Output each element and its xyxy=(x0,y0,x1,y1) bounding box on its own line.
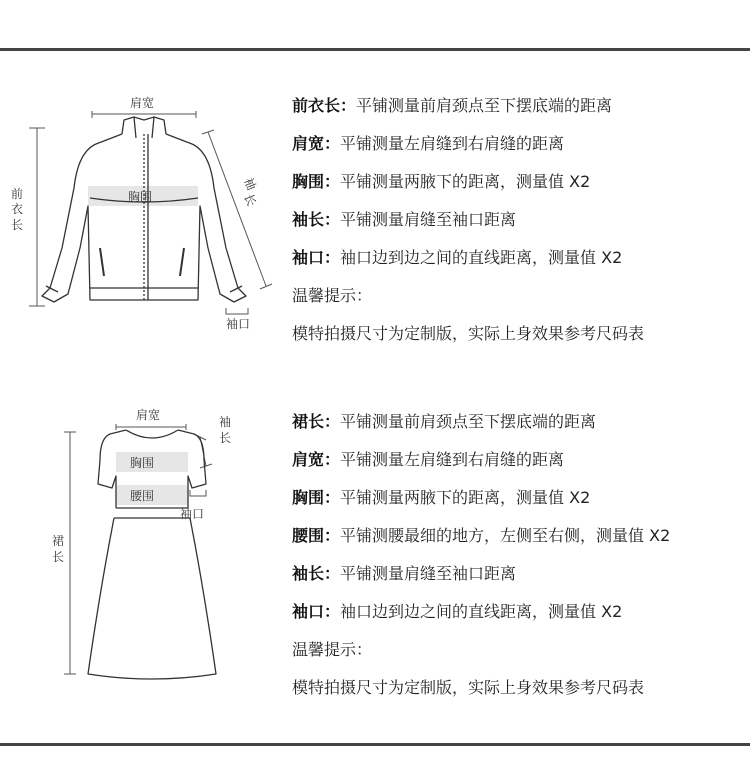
jacket-tip-text: 模特拍摄尺寸为定制版，实际上身效果参考尺码表 xyxy=(292,324,645,343)
jacket-front-length-label-1: 前 xyxy=(11,187,24,201)
jacket-front-length-label-3: 长 xyxy=(11,218,24,232)
dress-waist-label: 腰围 xyxy=(130,489,155,503)
dress-chest-label: 胸围 xyxy=(130,456,155,470)
dress-spec-list xyxy=(292,412,747,712)
jacket-spec-row: 袖口：袖口边到边之间的直线距离，测量值 X2 xyxy=(292,248,623,267)
jacket-spec-row: 肩宽：平铺测量左肩缝到右肩缝的距离 xyxy=(292,134,565,153)
jacket-sleeve-label-1: 袖 xyxy=(241,175,259,193)
dress-sleeve-label-2: 长 xyxy=(219,431,232,445)
jacket-sleeve-label-2: 长 xyxy=(241,191,259,209)
jacket-spec-row: 胸围：平铺测量两腋下的距离，测量值 X2 xyxy=(292,172,591,191)
dress-spec-row: 裙长：平铺测量前肩颈点至下摆底端的距离 xyxy=(292,412,597,431)
jacket-tip-title: 温馨提示： xyxy=(292,286,373,305)
dress-sleeve-label-1: 袖 xyxy=(219,415,232,429)
dress-spec-row: 袖长：平铺测量肩缝至袖口距离 xyxy=(292,564,517,583)
dress-skirt-length-label-2: 长 xyxy=(52,550,65,564)
dress-spec-row: 袖口：袖口边到边之间的直线距离，测量值 X2 xyxy=(292,602,623,621)
dress-tip-text: 模特拍摄尺寸为定制版，实际上身效果参考尺码表 xyxy=(292,678,645,697)
top-divider xyxy=(0,48,750,51)
jacket-chest-label: 胸围 xyxy=(128,190,153,204)
dress-tip-title: 温馨提示： xyxy=(292,640,373,659)
bottom-divider xyxy=(0,743,750,746)
dress-spec-row: 腰围：平铺测腰最细的地方，左侧至右侧，测量值 X2 xyxy=(292,526,671,545)
jacket-spec-row: 前衣长：平铺测量前肩颈点至下摆底端的距离 xyxy=(292,96,613,115)
jacket-spec-list xyxy=(292,96,747,356)
jacket-diagram xyxy=(0,88,285,348)
jacket-cuff-label: 袖口 xyxy=(226,317,251,331)
dress-spec-row: 肩宽：平铺测量左肩缝到右肩缝的距离 xyxy=(292,450,565,469)
dress-skirt-length-label-1: 裙 xyxy=(52,534,65,548)
jacket-shoulder-label: 肩宽 xyxy=(130,96,155,110)
dress-spec-row: 胸围：平铺测量两腋下的距离，测量值 X2 xyxy=(292,488,591,507)
dress-diagram xyxy=(0,400,285,700)
jacket-front-length-label-2: 衣 xyxy=(11,202,24,216)
jacket-spec-row: 袖长：平铺测量肩缝至袖口距离 xyxy=(292,210,517,229)
dress-shoulder-label: 肩宽 xyxy=(136,408,161,422)
dress-cuff-label: 袖口 xyxy=(180,507,205,521)
